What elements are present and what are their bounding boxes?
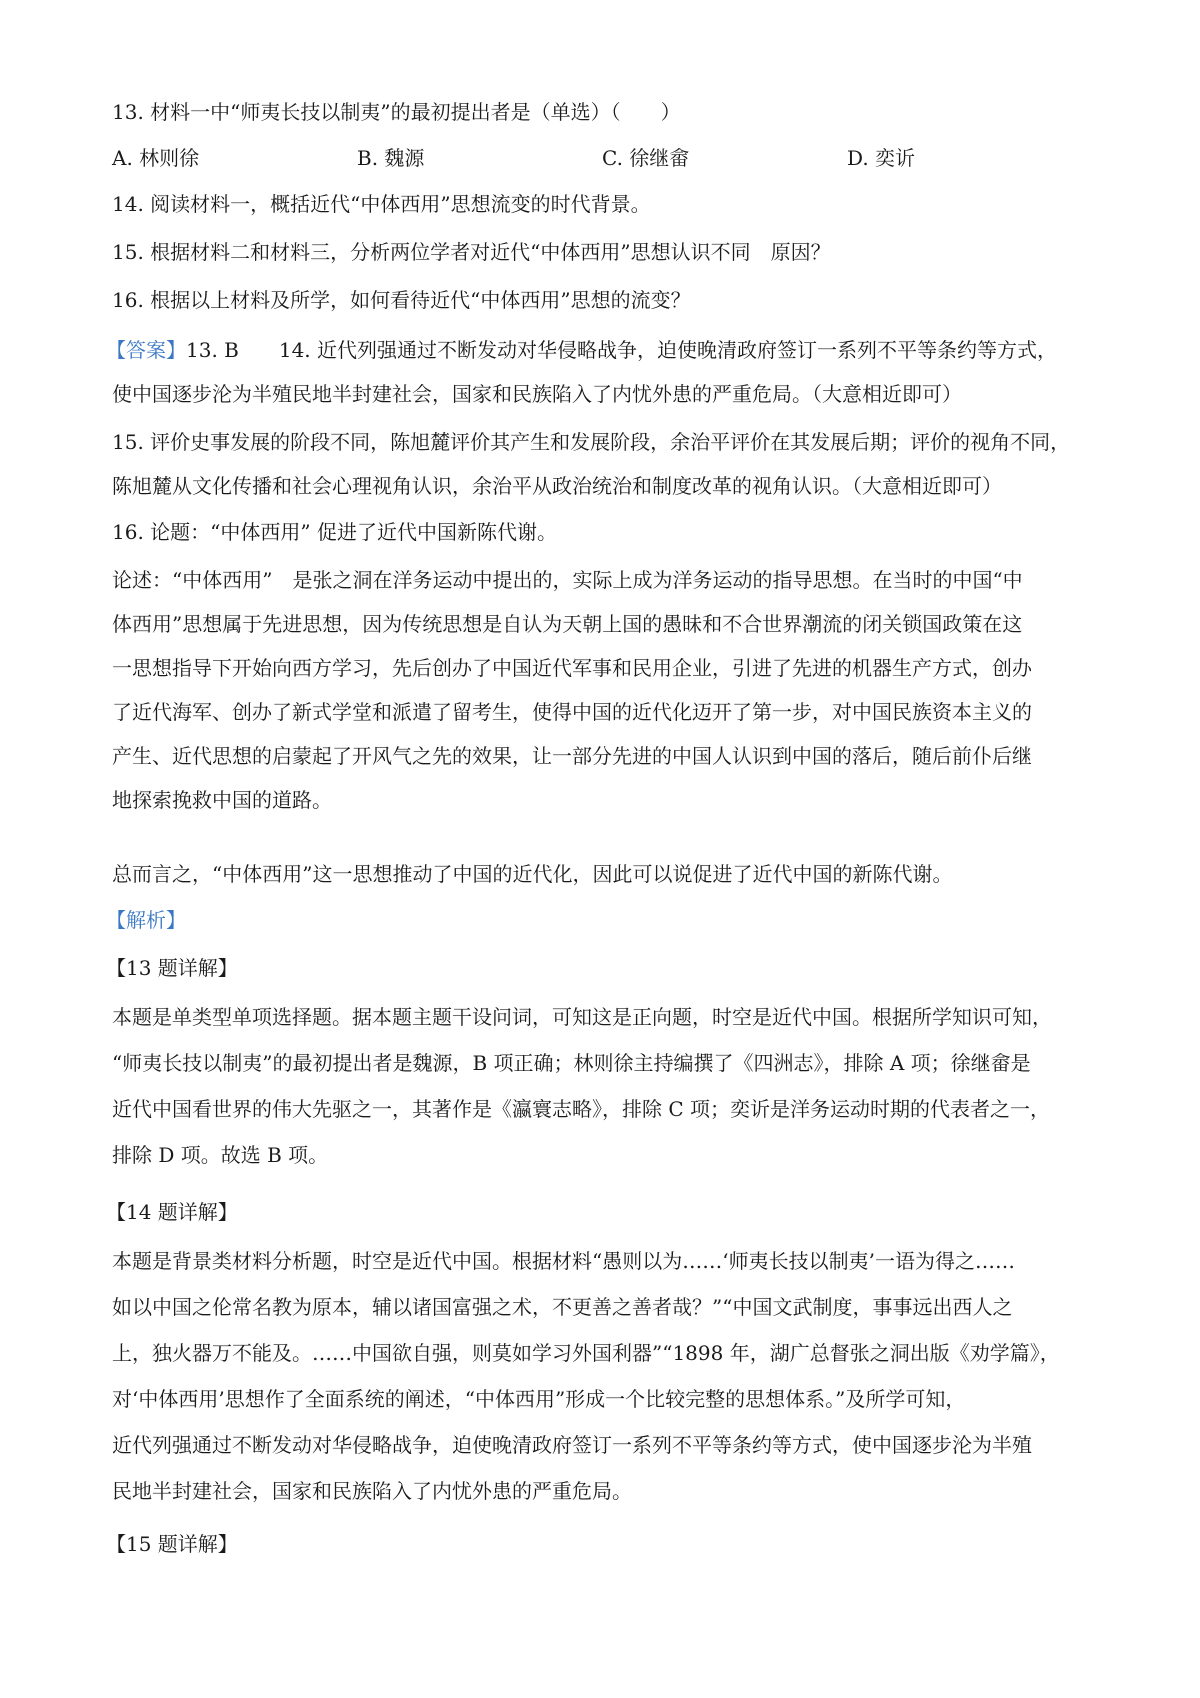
detail-14-heading: 【14 题详解】: [106, 1200, 238, 1224]
answer-16-summary: 总而言之，“中体西用”这一思想推动了中国的近代化，因此可以说促进了近代中国的新陈代谢。: [112, 862, 953, 886]
answer-15-line-1: 15. 评价史事发展的阶段不同，陈旭麓评价其产生和发展阶段，余治平评价在其发展后期；评价的视角不同，: [112, 430, 1071, 454]
argument-line: 论述：“中体西用” 是张之洞在洋务运动中提出的，实际上成为洋务运动的指导思想。在当时的中国“中: [112, 568, 1023, 592]
detail-14-line: 如以中国之伦常名教为原本，辅以诸国富强之术，不更善之善者哉？”“中国文武制度，事事远出西人之: [112, 1295, 1013, 1319]
detail-13-line: 排除 D 项。故选 B 项。: [112, 1143, 329, 1167]
detail-13-body: [112, 994, 1052, 1178]
option-d: D. 奕䜣: [847, 146, 916, 170]
question-13-options: [112, 138, 1092, 178]
analysis-label: 【解析】: [106, 908, 186, 932]
answer-line-1: [106, 330, 1057, 370]
argument-line: 地探索挽救中国的道路。: [112, 788, 332, 812]
question-13: 13. 材料一中“师夷长技以制夷”的最初提出者是（单选）（ ）: [112, 100, 681, 124]
detail-14-line: 本题是背景类材料分析题，时空是近代中国。根据材料“愚则以为……‘师夷长技以制夷’一语为得之……: [112, 1249, 1015, 1273]
detail-14-line: 民地半封建社会，国家和民族陷入了内忧外患的严重危局。: [112, 1479, 632, 1503]
option-c: C. 徐继畲: [602, 146, 690, 170]
option-b: B. 魏源: [357, 146, 425, 170]
detail-14-body: [112, 1238, 1060, 1514]
detail-14-line: 对‘中体西用’思想作了全面系统的阐述，“中体西用”形成一个比较完整的思想体系。”及所学可知，: [112, 1387, 966, 1411]
answer-16-thesis: 16. 论题：“中体西用” 促进了近代中国新陈代谢。: [112, 520, 557, 544]
answer-line-2: 使中国逐步沦为半殖民地半封建社会，国家和民族陷入了内忧外患的严重危局。（大意相近即可）: [112, 382, 962, 406]
detail-13-heading: 【13 题详解】: [106, 956, 238, 980]
detail-14-line: 近代列强通过不断发动对华侵略战争，迫使晚清政府签订一系列不平等条约等方式，使中国逐步沦为半殖: [112, 1433, 1032, 1457]
answer-15-line-2: 陈旭麓从文化传播和社会心理视角认识，余治平从政治统治和制度改革的视角认识。（大意相近即可）: [112, 474, 1002, 498]
detail-13-line: 近代中国看世界的伟大先驱之一，其著作是《瀛寰志略》，排除 C 项；奕䜣是洋务运动时期的代表者之一，: [112, 1097, 1051, 1121]
question-16: 16. 根据以上材料及所学，如何看待近代“中体西用”思想的流变？: [112, 288, 691, 312]
answer-text-1: 13. B 14. 近代列强通过不断发动对华侵略战争，迫使晚清政府签订一系列不平等条约等方式，: [186, 338, 1058, 362]
question-15: 15. 根据材料二和材料三，分析两位学者对近代“中体西用”思想认识不同 原因？: [112, 240, 831, 264]
answer-16-argument: [112, 558, 1032, 822]
detail-14-line: 上，独火器万不能及。……中国欲自强，则莫如学习外国利器”“1898 年，湖广总督张之洞出版《劝学篇》，: [112, 1341, 1060, 1365]
answer-label: 【答案】: [106, 338, 186, 362]
detail-15-heading: 【15 题详解】: [106, 1532, 238, 1556]
argument-line: 一思想指导下开始向西方学习，先后创办了中国近代军事和民用企业，引进了先进的机器生产方式，创办: [112, 656, 1032, 680]
option-a: A. 林则徐: [112, 146, 200, 170]
detail-13-line: 本题是单类型单项选择题。据本题主题干设问词，可知这是正向题，时空是近代中国。根据所学知识可知，: [112, 1005, 1052, 1029]
question-14: 14. 阅读材料一，概括近代“中体西用”思想流变的时代背景。: [112, 192, 651, 216]
argument-line: 体西用”思想属于先进思想，因为传统思想是自认为天朝上国的愚昧和不合世界潮流的闭关锁国政策在这: [112, 612, 1023, 636]
argument-line: 了近代海军、创办了新式学堂和派遣了留考生，使得中国的近代化迈开了第一步，对中国民族资本主义的: [112, 700, 1032, 724]
argument-line: 产生、近代思想的启蒙起了开风气之先的效果，让一部分先进的中国人认识到中国的落后，随后前仆后继: [112, 744, 1032, 768]
detail-13-line: “师夷长技以制夷”的最初提出者是魏源，B 项正确；林则徐主持编撰了《四洲志》，排除 A 项；徐继畲是: [112, 1051, 1031, 1075]
